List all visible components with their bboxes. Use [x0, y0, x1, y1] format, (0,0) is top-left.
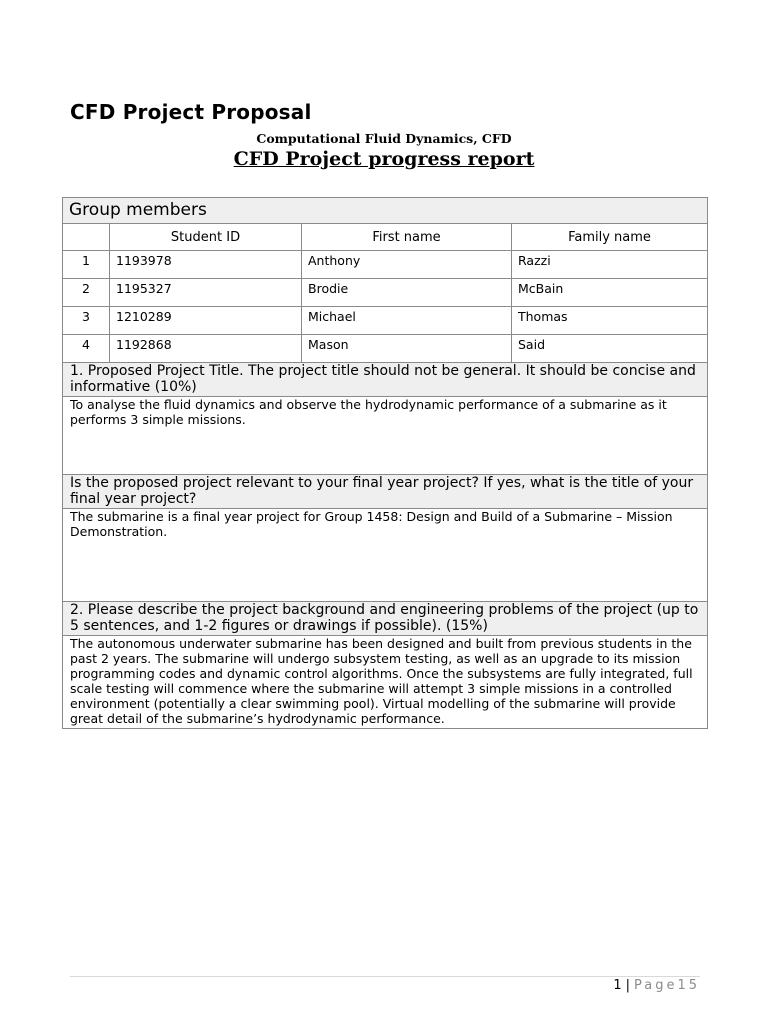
- background-answer: The autonomous underwater submarine has been designed and built from previous students in the past 2 years. The submarine will undergo subsystem testing, as well as an upgrade to its mission programming codes and dynamic control algorithms. Once the subsystems are fully integrated, full scale testing will commence where the submarine will attempt 3 simple missions in a controlled environment (potentially a clear swimming pool). Virtual modelling of the submarine will provide great detail of the submarine’s hydrodynamic performance.: [63, 636, 708, 729]
- answer-row: [63, 509, 708, 602]
- group-members-header-row: [63, 198, 708, 224]
- column-header-first-name: First name: [302, 224, 512, 251]
- member-student-id: 1195327: [110, 279, 302, 307]
- table-row: [63, 307, 708, 335]
- page-separator: |: [625, 978, 630, 993]
- member-first-name: Brodie: [302, 279, 512, 307]
- member-first-name: Anthony: [302, 251, 512, 279]
- member-first-name: Michael: [302, 307, 512, 335]
- member-number: 4: [63, 335, 110, 363]
- member-family-name: Thomas: [512, 307, 708, 335]
- member-number: 1: [63, 251, 110, 279]
- table-row: [63, 251, 708, 279]
- member-number: 3: [63, 307, 110, 335]
- project-title-prompt: 1. Proposed Project Title. The project title should not be general. It should be concise and informative (10%): [63, 363, 708, 397]
- member-student-id: 1210289: [110, 307, 302, 335]
- page-number: 1: [613, 978, 622, 993]
- question-row: [63, 602, 708, 636]
- relevance-answer: The submarine is a final year project for Group 1458: Design and Build of a Submarine – Mission Demonstration.: [63, 509, 708, 602]
- report-heading: CFD Project progress report: [233, 148, 535, 170]
- document-subtitle: Computational Fluid Dynamics, CFD: [256, 131, 512, 146]
- member-family-name: Razzi: [512, 251, 708, 279]
- proposal-form-table: [62, 197, 708, 729]
- table-row: [63, 335, 708, 363]
- footer-divider: [70, 976, 700, 977]
- member-number: 2: [63, 279, 110, 307]
- relevance-prompt: Is the proposed project relevant to your final year project? If yes, what is the title of your final year project?: [63, 475, 708, 509]
- column-header-number: [63, 224, 110, 251]
- member-family-name: Said: [512, 335, 708, 363]
- member-student-id: 1193978: [110, 251, 302, 279]
- member-family-name: McBain: [512, 279, 708, 307]
- background-prompt: 2. Please describe the project background and engineering problems of the project (up to 5 sentences, and 1-2 figures or drawings if possible). (15%): [63, 602, 708, 636]
- member-student-id: 1192868: [110, 335, 302, 363]
- member-first-name: Mason: [302, 335, 512, 363]
- question-row: [63, 363, 708, 397]
- answer-row: [63, 636, 708, 729]
- question-row: [63, 475, 708, 509]
- answer-row: [63, 397, 708, 475]
- page-label: Page15: [633, 978, 700, 993]
- column-header-row: [63, 224, 708, 251]
- group-members-header: Group members: [63, 198, 708, 224]
- column-header-family-name: Family name: [512, 224, 708, 251]
- project-title-answer: To analyse the fluid dynamics and observe the hydrodynamic performance of a submarine as it performs 3 simple missions.: [63, 397, 708, 475]
- table-row: [63, 279, 708, 307]
- column-header-student-id: Student ID: [110, 224, 302, 251]
- document-title: CFD Project Proposal: [70, 100, 312, 124]
- page-footer: [613, 978, 700, 993]
